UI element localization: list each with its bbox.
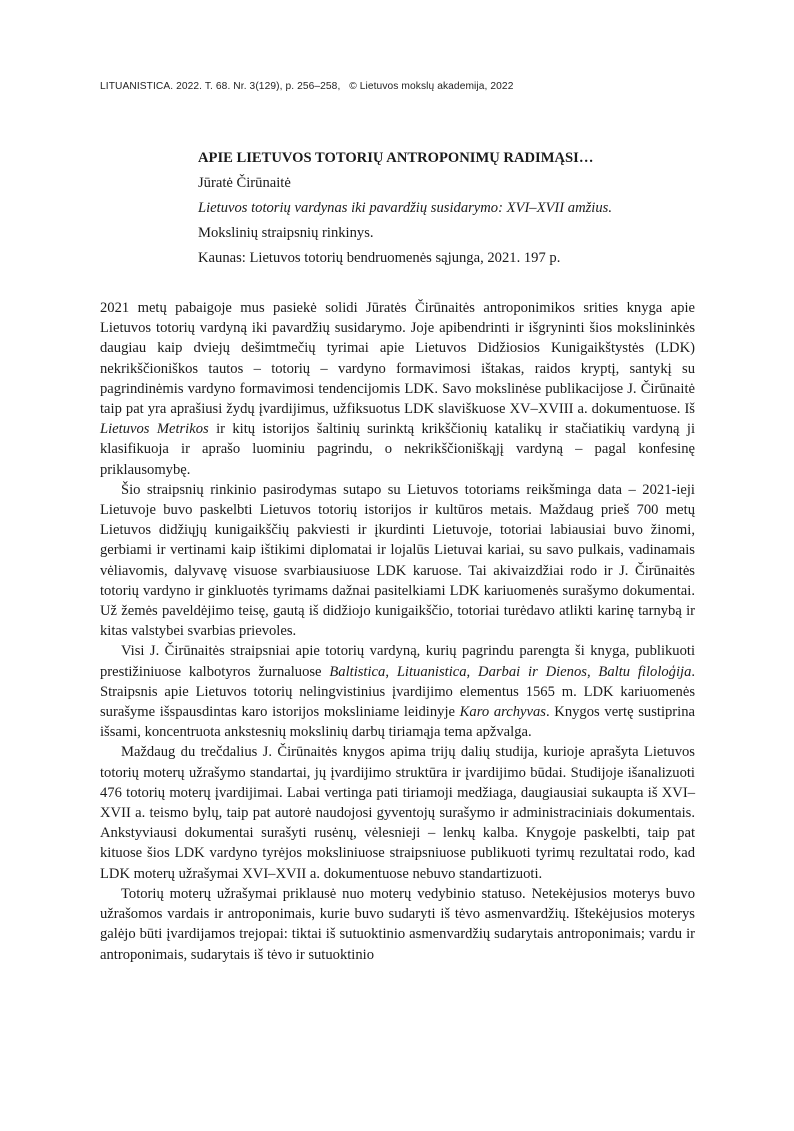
book-title: Lietuvos totorių vardynas iki pavardžių susidarymo: XVI–XVII amžius. xyxy=(198,200,612,216)
journal-name: Baltistica xyxy=(329,663,386,680)
journal-citation: LITUANISTICA. 2022. T. 68. Nr. 3(129), p. 256–258, xyxy=(100,81,341,92)
source-title: Lietuvos Metrikos xyxy=(100,421,209,438)
journal-name: Baltu filoloģija xyxy=(598,663,692,680)
paragraph-5: Totorių moterų užrašymai priklausė nuo moterų vedybinio statuso. Netekėjusios moterys buvo užrašomos vardais ir antroponimais, kurie buvo sudaryti iš tėvo asmenvardžių. Ištekėjusios moterys galėjo būti įvardijamos trejopai: tiktai iš sutuoktinio asmenvardžių sudarytais antroponimais; vardu ir antroponimais, sudarytais iš tėvo ir sutuoktinio xyxy=(100,885,695,963)
review-title: APIE LIETUVOS TOTORIŲ ANTROPONIMŲ RADIMĄSI… xyxy=(198,150,594,166)
book-type: Mokslinių straipsnių rinkinys. xyxy=(198,225,374,241)
running-header xyxy=(100,81,513,92)
journal-name: Darbai ir Dienos xyxy=(478,663,587,680)
journal-name: Karo archyvas xyxy=(459,704,546,721)
paragraph-3: Visi J. Čirūnaitės straipsniai apie totorių vardyną, kurių pagrindu parengta ši knyga, publikuoti prestižiniuose kalbotyros žurnaluose Baltistica, Lituanistica, Darbai ir Dienos, Baltu filoloģija. Straipsnis apie Lietuvos totorių nelingvistinius įvardijimo elementus 1565 m. LDK kariuomenės surašyme išspausdintas karo istorijos moksliniame leidinyje Karo archyvas. Knygos vertę sustiprina išsami, koncentruota ankstesnių mokslinių darbų tiriamąja tema apžvalga. xyxy=(100,643,696,741)
paragraph-4: Maždaug du trečdalius J. Čirūnaitės knygos apima trijų dalių studija, kurioje aprašyta Lietuvos totorių moterų užrašymo standartai, jų įvardijimo struktūra ir įvardijimo būdai. Studijoje išanalizuoti 476 totorių moterų įvardijimai. Labai vertinga pati tiriamoji medžiaga, daugiausiai sukaupta iš XVI–XVII a. teismo bylų, taip pat autorė naudojosi gyventojų surašymo ir administraciniais dokumentais. Ankstyviausi dokumentai surašyti rusėnų, vėlesnieji – lenkų kalba. Knygoje paskelbti, taip pat kituose šios LDK vardyno tyrėjos moksliniuose straipsniuose publikuoti tyrimų rezultatai rodo, kad LDK moterų užrašymai XVI–XVII a. dokumentuose nebuvo standartizuoti. xyxy=(100,744,695,882)
book-author: Jūratė Čirūnaitė xyxy=(198,175,291,191)
paragraph-2: Šio straipsnių rinkinio pasirodymas sutapo su Lietuvos totoriams reikšminga data – 2021-ieji Lietuvoje buvo paskelbti Lietuvos totorių istorijos ir kultūros metais. Maždaug prieš 700 metų Lietuvos didžiųjų kunigaikščių pakviesti ir įkurdinti Lietuvoje, totoriai labiausiai buvo žinomi, gerbiami ir vertinami kaip ištikimi diplomatai ir lojalūs Lietuvai kariai, su savo pulkais, vadinamais vėliavomis, dalyvavę visuose svarbiausiuose LDK karuose. Tai akivaizdžiai rodo ir J. Čirūnaitės totorių vardyno ir ginkluotės tyrimams dažnai pasitelkiami LDK kariuomenės surašymo dokumentai. Už žemės paveldėjimo teisę, gautą iš didžiojo kunigaikščio, totoriai turėdavo atlikti karinę tarnybą ir kitas valstybei svarbias prievoles. xyxy=(100,481,695,640)
journal-name: Lituanistica xyxy=(396,663,467,680)
book-publisher: Kaunas: Lietuvos totorių bendruomenės sąjunga, 2021. 197 p. xyxy=(198,250,561,266)
paragraph-1: 2021 metų pabaigoje mus pasiekė solidi Jūratės Čirūnaitės antroponimikos srities knyga apie Lietuvos totorių vardyną iki pavardžių susidarymo. Joje apibendrinti ir išgryninti šios mokslininkės daugiau kaip dviejų dešimtmečių tyrimai apie Lietuvos Didžiosios Kunigaikštystės (LDK) nekrikščioniškos tautos – totorių – vardyno formavimosi ištakas, raidos kryptį, santykį su pagrindinėmis vardyno formavimosi tendencijomis LDK. Savo mokslinėse publikacijose J. Čirūnaitė taip pat yra aprašiusi žydų įvardijimus, užfiksuotus LDK slaviškuose XV–XVIII a. dokumentuose. Iš Lietuvos Metrikos ir kitų istorijos šaltinių surinktą krikščionių katalikų ir stačiatikių vardyną ji klasifikuoja ir aprašo luominiu pagrindu, o nekrikščioniškąjį vardyną – pagal konfesinę priklausomybę. xyxy=(100,300,695,478)
copyright-notice: © Lietuvos mokslų akademija, 2022 xyxy=(349,81,514,92)
article-body xyxy=(100,298,695,965)
book-review-heading xyxy=(198,146,718,271)
